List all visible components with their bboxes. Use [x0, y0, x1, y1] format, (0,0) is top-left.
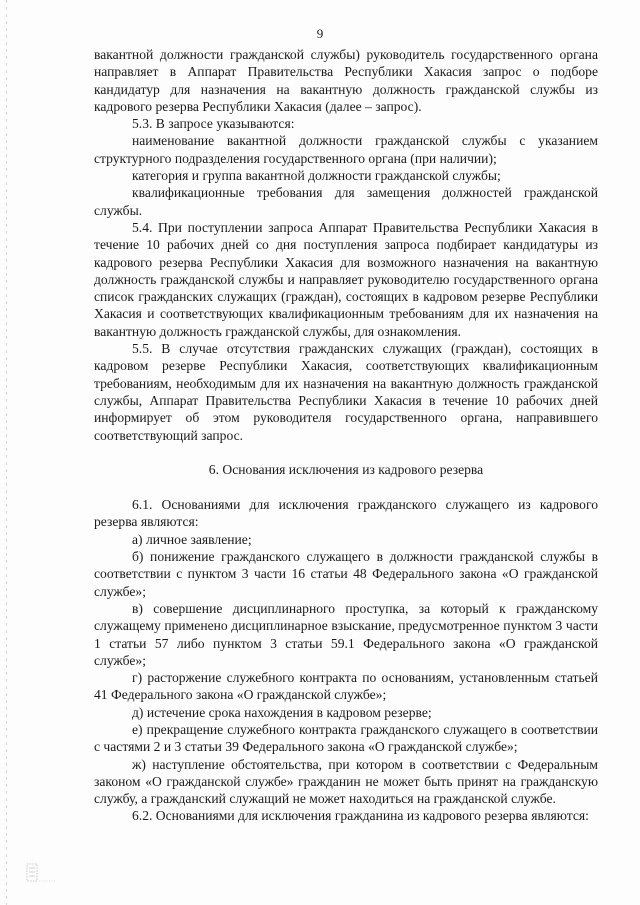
paragraph-5-4: 5.4. При поступлении запроса Аппарат Правительства Республики Хакасия в течение 10 рабочих дней со дня поступления запроса подбирает кандидатуры из кадрового резерва Республики Хакасия для возможного назначения на вакантную должность гражданской службы и направляет руководителю государственного органа список гражданских служащих (граждан), состоящих в кадровом резерве Республики Хакасия и соответствующих квалификационным требованиям для их назначения на вакантную должность гражданской службы, для ознакомления. — [94, 219, 598, 339]
list-item-d: д) истечение срока нахождения в кадровом резерве; — [132, 704, 432, 720]
list-item-zh: ж) наступление обстоятельства, при котором в соответствии с Федеральным законом «О гражданской службе» гражданин не может быть принят на гражданскую службу, а гражданский служащий не может находиться на гражданской службе. — [94, 756, 598, 807]
page-number: 9 — [316, 26, 324, 41]
paragraph-5-3: 5.3. В запросе указываются: — [132, 116, 295, 132]
list-item-b: б) понижение гражданского служащего в должности гражданской службы в соответствии с пунктом 3 части 16 статьи 48 Федерального закона «О гражданской службе»; — [94, 549, 598, 599]
paragraph-6-2: 6.2. Основаниями для исключения гражданина из кадрового резерва являются: — [132, 808, 589, 824]
list-item-e: е) прекращение служебного контракта гражданского служащего в соответствии с частями 2 и 3 статьи 39 Федерального закона «О гражданской службе»; — [94, 721, 598, 755]
list-item-g: г) расторжение служебного контракта по основаниям, установленным статьей 41 Федерального закона «О гражданской службе»; — [94, 670, 598, 703]
list-item-a: а) личное заявление; — [132, 531, 252, 547]
paragraph-5-5: 5.5. В случае отсутствия гражданских служащих (граждан), состоящих в кадровом резерве Республики Хакасия, соответствующих квалификационным требованиям, необходимым для их назначения на вакантную должность гражданской службы, Аппарат Правительства Республики Хакасия в течение 10 рабочих дней информирует об этом руководителя государственного органа, направившего соответствующий запрос. — [94, 341, 598, 443]
paragraph-5-3-item-1: наименование вакантной должности гражданской службы с указанием структурного подразделения государственного органа (при наличии); — [94, 133, 598, 166]
section-heading: 6. Основания исключения из кадрового резерва — [208, 461, 484, 477]
list-item-v: в) совершение дисциплинарного проступка, за который к гражданскому служащему применено дисциплинарное взыскание, предусмотренное пунктом 3 части 1 статьи 57 либо пунктом 3 статьи 59.1 Федерального закона «О гражданской службе»; — [94, 600, 598, 668]
scan-edge-line — [6, 0, 7, 905]
paragraph-6-1: 6.1. Основаниями для исключения гражданского служащего из кадрового резерва являются: — [94, 497, 598, 530]
paragraph-continuation: вакантной должности гражданской службы) руководитель государственного органа направляет в Аппарат Правительства Республики Хакасия запрос о подборе кандидатур для назначения на вакантную должность гражданской службы из кадрового резерва Республики Хакасия (далее – запрос). — [94, 47, 598, 114]
paragraph-5-3-item-3: квалификационные требования для замещения должностей гражданской службы. — [94, 185, 598, 218]
paragraph-5-3-item-2: категория и группа вакантной должности гражданской службы; — [132, 168, 501, 184]
document-body — [94, 46, 598, 825]
scan-stamp-icon — [26, 862, 56, 884]
